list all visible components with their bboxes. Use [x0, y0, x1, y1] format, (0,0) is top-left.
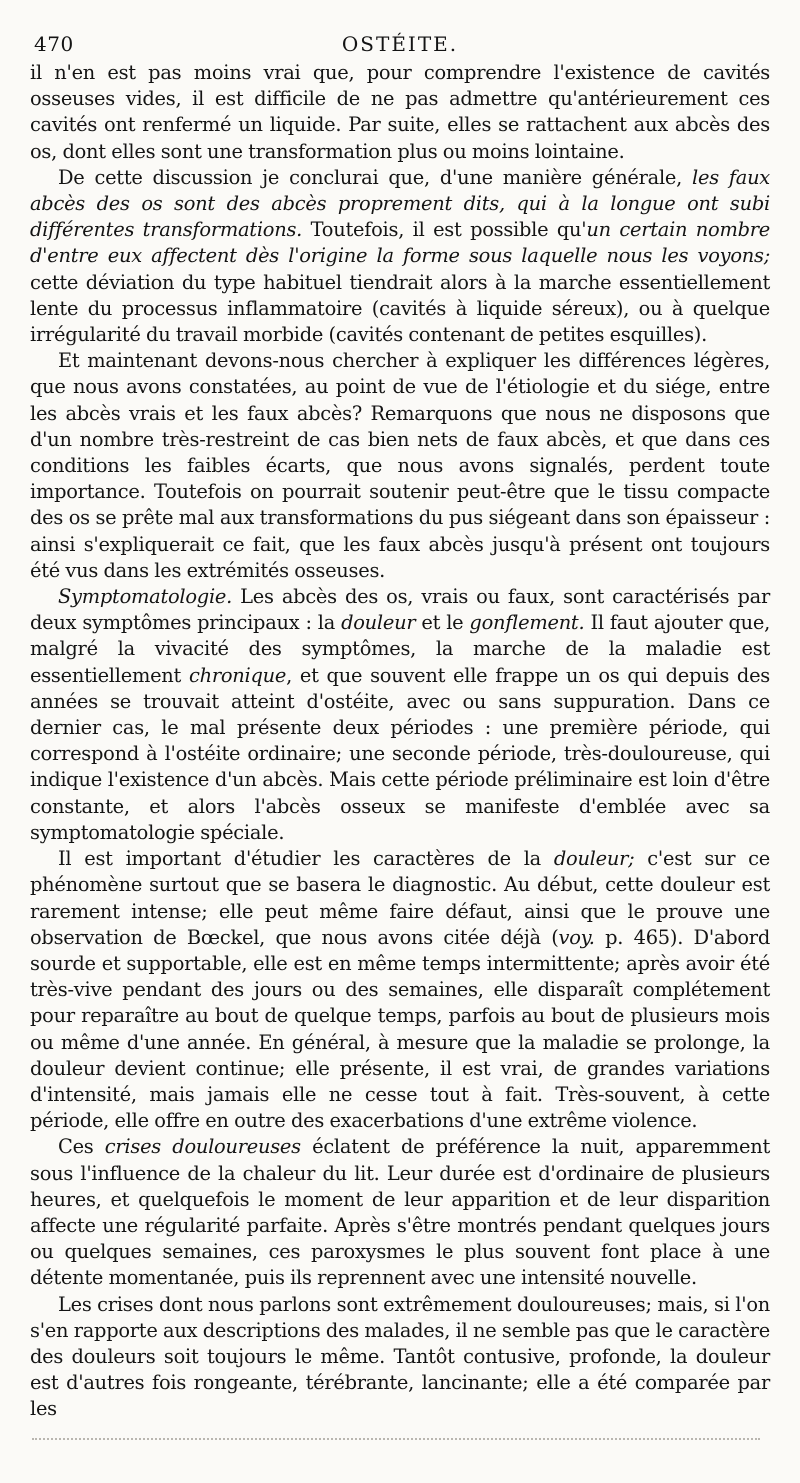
paragraph	[30, 60, 770, 165]
running-title: OSTÉITE.	[341, 32, 459, 56]
paragraph	[30, 165, 770, 348]
italic-text: crises douloureuses	[104, 1135, 301, 1159]
text-run: c'est sur ce phénomène surtout que se basera le diagnostic. Au début, cette douleur est rarement intense; elle peut même faire défaut, ainsi que le prouve une observation de Bœckel, que nous avons citée déjà (	[30, 847, 770, 949]
paragraph	[30, 1134, 770, 1291]
text-run: Les crises dont nous parlons sont extrêmement douloureuses; mais, si l'on s'en rapporte aux descriptions des malades, il ne semble pas que le caractère des douleurs soit toujours le même. Tantôt contusive, profonde, la douleur est d'autres fois rongeante, térébrante, lancinante; elle a été comparée par les	[30, 1292, 770, 1421]
text-run: Ces	[58, 1135, 105, 1159]
italic-text: voy.	[558, 925, 595, 949]
text-run: Toutefois, il est possible qu'	[302, 218, 587, 242]
bottom-rule	[32, 1438, 760, 1440]
italic-text: un certain nombre d'entre eux affectent dès l'origine la forme sous laquelle nous les voyons;	[30, 218, 770, 268]
text-run: p. 465). D'abord sourde et supportable, elle est en même temps intermittente; après avoir été très-vive pendant des jours ou des semaines, elle disparaît complétement pour reparaître au bout de quelque temps, parfois au bout de plusieurs mois ou même d'une année. En général, à mesure que la maladie se prolonge, la douleur devient continue; elle présente, il est vrai, de grandes variations d'intensité, mais jamais elle ne cesse tout à fait. Très-souvent, à cette période, elle offre en outre des exacerbations d'une extrême violence.	[30, 925, 770, 1133]
text-run: Les abcès des os, vrais ou faux, sont caractérisés par deux symptômes principaux : la	[30, 585, 770, 635]
page-header	[30, 28, 770, 58]
text-run: Il est important d'étudier les caractères de la	[58, 847, 554, 871]
italic-text: douleur;	[553, 847, 635, 871]
italic-text: douleur	[341, 611, 416, 635]
text-run: Il faut ajouter que, malgré la vivacité des symptômes, la marche de la maladie est essentiellement	[30, 611, 770, 687]
italic-text: gonflement.	[469, 611, 585, 635]
text-run: et le	[415, 611, 470, 635]
text-run: éclatent de préférence la nuit, apparemment sous l'influence de la chaleur du lit. Leur durée est d'ordinaire de plusieurs heures, et quelquefois le moment de leur apparition et de leur disparition affecte une régularité parfaite. Après s'être montrés pendant quelques jours ou quelques semaines, ces paroxysmes le plus souvent font place à une détente momentanée, puis ils reprennent avec une intensité nouvelle.	[30, 1135, 770, 1290]
body-text	[30, 60, 770, 1423]
text-run: De cette discussion je conclurai que, d'une manière générale,	[58, 165, 693, 189]
italic-text: les faux abcès des os sont des abcès proprement dits, qui à la longue ont subi différentes transformations.	[30, 165, 770, 242]
paragraph	[30, 1292, 770, 1423]
italic-text: Symptomatologie.	[58, 585, 233, 609]
text-run: Et maintenant devons-nous chercher à expliquer les différences légères, que nous avons constatées, au point de vue de l'étiologie et du siége, entre les abcès vrais et les faux abcès? Remarquons que nous ne disposons que d'un nombre très-restreint de cas bien nets de faux abcès, et que dans ces conditions les faibles écarts, que nous avons signalés, perdent toute importance. Toutefois on pourrait soutenir peut-être que le tissu compacte des os se prête mal aux transformations du pus siégeant dans son épaisseur : ainsi s'expliquerait ce fait, que les faux abcès jusqu'à présent ont toujours été vus dans les extrémités osseuses.	[30, 349, 770, 582]
text-run: cette déviation du type habituel tiendrait alors à la marche essentiellement lente du processus inflammatoire (cavités à liquide séreux), ou à quelque irrégularité du travail morbide (cavités contenant de petites esquilles).	[30, 270, 770, 347]
text-run: il n'en est pas moins vrai que, pour comprendre l'existence de cavités osseuses vides, il est difficile de ne pas admettre qu'antérieurement ces cavités ont renfermé un liquide. Par suite, elles se rattachent aux abcès des os, dont elles sont une transformation plus ou moins lointaine.	[30, 61, 770, 163]
paragraph	[30, 584, 770, 846]
text-run: , et que souvent elle frappe un os qui depuis des années se trouvait atteint d'ostéite, avec ou sans suppuration. Dans ce dernier cas, le mal présente deux périodes : une première période, qui correspond à l'ostéite ordinaire; une seconde période, très-douloureuse, qui indique l'existence d'un abcès. Mais cette période préliminaire est loin d'être constante, et alors l'abcès osseux se manifeste d'emblée avec sa symptomatologie spéciale.	[30, 663, 771, 844]
paragraph	[30, 348, 770, 584]
italic-text: chronique	[188, 663, 287, 687]
page-number: 470	[34, 32, 74, 56]
paragraph	[30, 846, 770, 1134]
